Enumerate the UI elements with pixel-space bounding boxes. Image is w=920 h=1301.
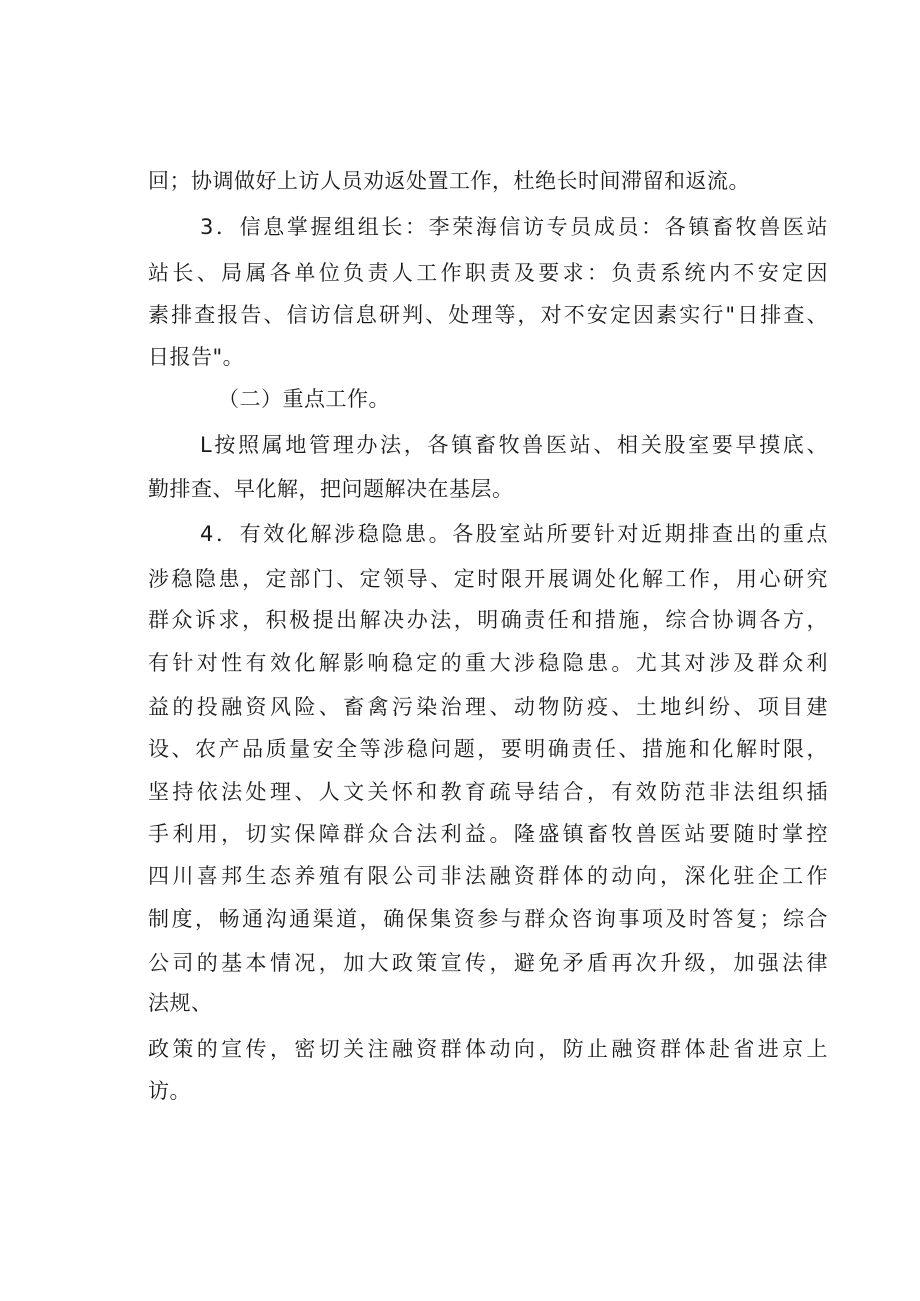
- text-line: 制度，畅通沟通渠道，确保集资参与群众咨询事项及时答复；综合: [148, 907, 828, 931]
- section-heading: （二）重点工作。: [218, 387, 390, 411]
- text-line: 素排查报告、信访信息研判、处理等，对不安定因素实行"日排查、: [148, 303, 828, 327]
- text-line: 手利用，切实保障群众合法利益。隆盛镇畜牧兽医站要随时掌控: [148, 822, 828, 846]
- text-line: 回；协调做好上访人员劝返处置工作，杜绝长时间滞留和返流。: [148, 169, 750, 193]
- text-line: 公司的基本情况，加大政策宣传，避免矛盾再次升级，加强法律: [148, 951, 828, 975]
- text-line: 政策的宣传，密切关注融资群体动向，防止融资群体赴省进京上: [148, 1037, 828, 1061]
- text-line: L按照属地管理办法，各镇畜牧兽医站、相关股室要早摸底、: [200, 433, 828, 457]
- text-line: 4．有效化解涉稳隐患。各股室站所要针对近期排查出的重点: [200, 522, 828, 546]
- text-line: 日报告"。: [148, 345, 245, 369]
- text-line: 访。: [148, 1079, 191, 1103]
- text-line: 坚持依法处理、人文关怀和教育疏导结合，有效防范非法组织插: [148, 780, 828, 804]
- text-line: 有针对性有效化解影响稳定的重大涉稳隐患。尤其对涉及群众利: [148, 651, 828, 675]
- text-line: 设、农产品质量安全等涉稳问题，要明确责任、措施和化解时限，: [148, 737, 828, 761]
- text-line: 法规、: [148, 991, 213, 1015]
- text-line: 3．信息掌握组组长：李荣海信访专员成员：各镇畜牧兽医站: [200, 215, 828, 239]
- text-line: 群众诉求，积极提出解决办法，明确责任和措施，综合协调各方，: [148, 608, 828, 632]
- text-line: 益的投融资风险、畜禽污染治理、动物防疫、土地纠纷、项目建: [148, 695, 828, 719]
- text-line: 勤排查、早化解，把问题解决在基层。: [148, 477, 514, 501]
- text-line: 四川喜邦生态养殖有限公司非法融资群体的动向，深化驻企工作: [148, 864, 828, 888]
- text-line: 涉稳隐患，定部门、定领导、定时限开展调处化解工作，用心研究: [148, 567, 828, 591]
- text-line: 站长、局属各单位负责人工作职责及要求：负责系统内不安定因: [148, 261, 828, 285]
